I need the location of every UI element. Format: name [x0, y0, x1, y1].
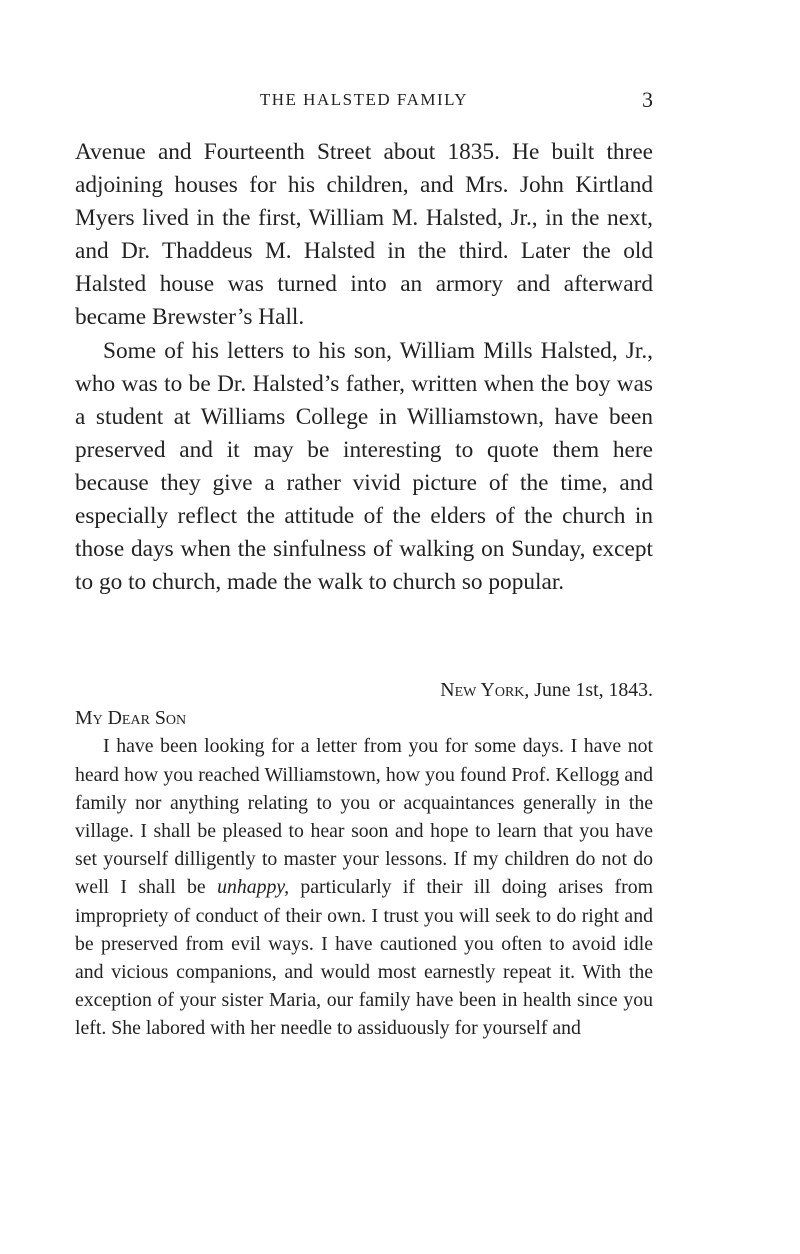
letter-salutation: My Dear Son [75, 707, 187, 730]
letter-dateline [75, 676, 653, 704]
running-head [75, 87, 653, 114]
letter-body [75, 732, 653, 1042]
running-title: THE HALSTED FAMILY [259, 90, 469, 109]
letter-italic-word: unhappy, [217, 876, 290, 899]
body-text [75, 136, 653, 599]
dateline-place: New York, [440, 679, 530, 701]
paragraph-2: Some of his letters to his son, William Mills Halsted, Jr., who was to be Dr. Halsted’s father, written when the boy was a student at Williams College in Williamstown, have been preserved and it may be interesting to quote them here because they give a rather vivid picture of the time, and especially reflect the attitude of the elders of the church in those days when the sinfulness of walking on Sunday, except to go to church, made the walk to church so popular. [75, 337, 653, 596]
page-number: 3 [642, 87, 653, 112]
letter-text-1: I have been looking for a letter from you for some days. I have not heard how you reached Williamstown, how you found Prof. Kellogg and family nor anything relating to you or acquaintances generally in the village. I shall be pleased to hear soon and hope to learn that you have set yourself dilligently to master your lessons. If my children do not do well I shall be [75, 735, 653, 899]
paragraph-1: Avenue and Fourteenth Street about 1835. He built three adjoining houses for his children, and Mrs. John Kirtland Myers lived in the first, William M. Halsted, Jr., in the next, and Dr. Thaddeus M. Halsted in the third. Later the old Halsted house was turned into an armory and afterward became Brewster’s Hall. [75, 139, 653, 331]
letter-text-2: particularly if their ill doing arises from impropriety of conduct of their own. I trust you will seek to do right and be preserved from evil ways. I have cautioned you often to avoid idle and vicious companions, and would most earnestly repeat it. With the exception of your sister Maria, our family have been in health since you left. She labored with her needle to assiduously for yourself and [75, 876, 653, 1040]
dateline-date: June 1st, 1843. [529, 679, 653, 701]
letter-excerpt [75, 676, 653, 1043]
